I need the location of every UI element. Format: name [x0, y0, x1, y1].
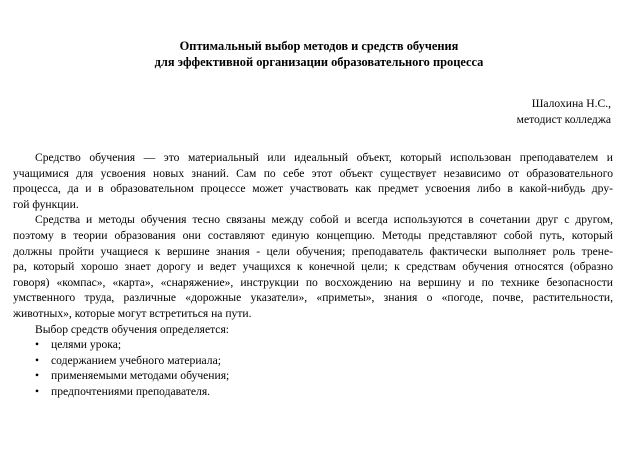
author-name: Шалохина Н.С.,: [531, 97, 611, 110]
bullet-icon: •: [35, 338, 40, 352]
bullet-icon: •: [35, 369, 40, 383]
paragraph-line: животных», которые могут встретиться на пути.: [13, 306, 252, 320]
paragraph-1: [13, 150, 613, 212]
document-body: [13, 150, 613, 400]
paragraph-line: поэтому в теории образования они составляют единую концепцию. Методы представляют собой путь, который: [13, 228, 613, 242]
list-item-text: применяемыми методами обучения;: [51, 369, 230, 383]
bullet-list: [13, 337, 613, 399]
paragraph-line: говоря) «компас», «карта», «снаряжение», инструкции по восхождению на вершину и по технике безопасности: [13, 275, 613, 289]
paragraph-line: гой функции.: [13, 197, 79, 211]
list-item: [35, 353, 613, 369]
paragraph-line: учащимися для усвоения новых знаний. Сам по себе этот объект существует независимо от образовательного: [13, 166, 613, 180]
author-block: [517, 96, 611, 128]
list-item: [35, 384, 613, 400]
title-line-1: Оптимальный выбор методов и средств обучения: [179, 39, 459, 53]
list-item: [35, 337, 613, 353]
paragraph-line: Выбор средств обучения определяется:: [35, 322, 230, 336]
title-line-2: для эффективной организации образовательного процесса: [154, 55, 484, 69]
paragraph-line: процесса, да и в образовательном процессе может участвовать как предмет усвоения либо в какой-нибудь дру-: [13, 182, 613, 196]
list-item-text: содержанием учебного материала;: [51, 353, 221, 367]
bullet-icon: •: [35, 384, 40, 398]
paragraph-line: Средства и методы обучения тесно связаны между собой и всегда используются в сочетании друг с другом,: [35, 213, 613, 227]
paragraph-2: [13, 212, 613, 321]
paragraph-line: умственного труда, различные «дорожные указатели», «приметы», знания о «погоде, почве, растительности,: [13, 291, 613, 305]
bullet-icon: •: [35, 353, 40, 367]
paragraph-3: [13, 322, 613, 338]
list-item: [35, 368, 613, 384]
list-item-text: целями урока;: [51, 338, 122, 352]
paragraph-line: Средство обучения — это материальный или идеальный объект, который использован преподавателем и: [35, 151, 613, 164]
paragraph-line: ра, который хорошо знает дорогу и ведет учащихся к конечной цели; к средствам обучения относятся (образно: [13, 260, 613, 274]
author-position: методист колледжа: [516, 113, 611, 126]
paragraph-line: должны пройти учащиеся к вершине знания - цели обучения; преподаватель фактически выполняет роль трене-: [13, 244, 613, 258]
document-title: [0, 38, 638, 70]
list-item-text: предпочтениями преподавателя.: [51, 384, 211, 398]
